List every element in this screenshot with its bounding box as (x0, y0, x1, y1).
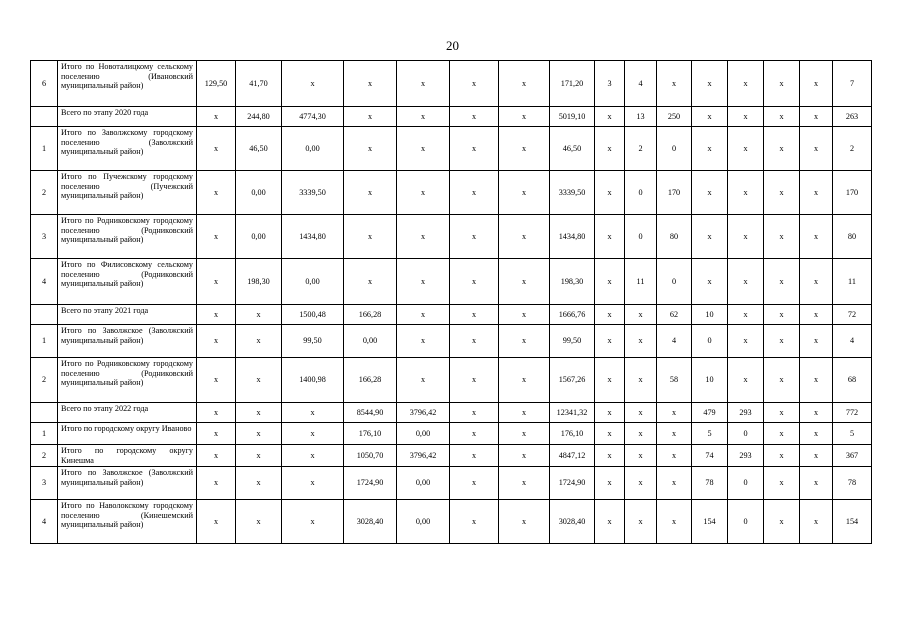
value-cell: х (764, 445, 800, 467)
value-cell: 0,00 (397, 467, 450, 500)
value-cell: х (499, 423, 550, 445)
value-cell: х (397, 127, 450, 171)
value-cell: х (499, 215, 550, 259)
value-cell: х (595, 325, 625, 358)
value-cell: х (728, 259, 764, 305)
value-cell: х (197, 107, 236, 127)
value-cell: х (595, 107, 625, 127)
value-cell: 0 (625, 215, 657, 259)
value-cell: х (657, 61, 692, 107)
value-cell: х (236, 467, 282, 500)
value-cell: 293 (728, 445, 764, 467)
value-cell: х (692, 259, 728, 305)
value-cell: х (800, 215, 833, 259)
value-cell: 170 (657, 171, 692, 215)
row-number-cell: 2 (31, 445, 58, 467)
value-cell: 99,50 (550, 325, 595, 358)
value-cell: 74 (692, 445, 728, 467)
row-name-cell: Итого по городскому округу Кинешма (58, 445, 197, 467)
row-name-cell: Итого по Родниковскому городскому поселению (Родниковский муниципальный район) (58, 358, 197, 403)
value-cell: х (800, 358, 833, 403)
value-cell: х (595, 171, 625, 215)
value-cell: х (344, 171, 397, 215)
row-number-cell: 3 (31, 467, 58, 500)
row-name-cell: Итого по Родниковскому городскому поселению (Родниковский муниципальный район) (58, 215, 197, 259)
value-cell: 154 (833, 500, 872, 544)
value-cell: х (450, 445, 499, 467)
value-cell: х (450, 215, 499, 259)
row-number-cell: 4 (31, 500, 58, 544)
value-cell: х (499, 259, 550, 305)
value-cell: х (728, 305, 764, 325)
table-row (31, 215, 872, 259)
value-cell: 166,28 (344, 358, 397, 403)
value-cell: х (282, 61, 344, 107)
value-cell: 62 (657, 305, 692, 325)
value-cell: 2 (625, 127, 657, 171)
value-cell: х (657, 423, 692, 445)
value-cell: 3028,40 (550, 500, 595, 544)
value-cell: х (236, 305, 282, 325)
value-cell: 0 (625, 171, 657, 215)
value-cell: х (595, 403, 625, 423)
value-cell: х (764, 305, 800, 325)
value-cell: х (764, 215, 800, 259)
value-cell: х (728, 215, 764, 259)
value-cell: 0,00 (344, 325, 397, 358)
value-cell: 68 (833, 358, 872, 403)
value-cell: х (344, 107, 397, 127)
row-number-cell: 1 (31, 423, 58, 445)
value-cell: 198,30 (236, 259, 282, 305)
value-cell: 8544,90 (344, 403, 397, 423)
row-name-cell: Итого по городскому округу Иваново (58, 423, 197, 445)
value-cell: х (625, 500, 657, 544)
value-cell: 166,28 (344, 305, 397, 325)
value-cell: х (450, 171, 499, 215)
value-cell: 0 (692, 325, 728, 358)
value-cell: 1434,80 (282, 215, 344, 259)
row-number-cell (31, 403, 58, 423)
value-cell: х (800, 467, 833, 500)
value-cell: х (236, 500, 282, 544)
value-cell: 7 (833, 61, 872, 107)
row-name-cell: Итого по Заволжское (Заволжский муниципальный район) (58, 325, 197, 358)
value-cell: х (800, 500, 833, 544)
value-cell: х (450, 325, 499, 358)
value-cell: 2 (833, 127, 872, 171)
value-cell: х (236, 445, 282, 467)
table-body (31, 61, 872, 544)
value-cell: х (595, 445, 625, 467)
value-cell: х (764, 500, 800, 544)
value-cell: х (236, 403, 282, 423)
table-row (31, 445, 872, 467)
row-name-cell: Итого по Новоталицкому сельскому поселению (Ивановский муниципальный район) (58, 61, 197, 107)
row-number-cell: 2 (31, 358, 58, 403)
value-cell: х (499, 358, 550, 403)
value-cell: х (625, 403, 657, 423)
value-cell: х (344, 61, 397, 107)
value-cell: х (728, 107, 764, 127)
value-cell: х (282, 500, 344, 544)
value-cell: 1724,90 (344, 467, 397, 500)
value-cell: х (800, 171, 833, 215)
row-number-cell: 4 (31, 259, 58, 305)
value-cell: 46,50 (236, 127, 282, 171)
value-cell: х (625, 445, 657, 467)
value-cell: х (764, 259, 800, 305)
row-number-cell (31, 107, 58, 127)
value-cell: 244,80 (236, 107, 282, 127)
value-cell: 11 (833, 259, 872, 305)
value-cell: х (595, 358, 625, 403)
table-row (31, 467, 872, 500)
value-cell: 0,00 (397, 500, 450, 544)
value-cell: х (764, 127, 800, 171)
value-cell: 250 (657, 107, 692, 127)
value-cell: 4 (657, 325, 692, 358)
value-cell: х (595, 467, 625, 500)
value-cell: х (397, 325, 450, 358)
value-cell: 170 (833, 171, 872, 215)
value-cell: 176,10 (550, 423, 595, 445)
value-cell: х (282, 423, 344, 445)
page-number: 20 (446, 38, 459, 53)
value-cell: х (764, 467, 800, 500)
row-name-cell: Всего по этапу 2020 года (58, 107, 197, 127)
value-cell: 78 (692, 467, 728, 500)
value-cell: х (450, 358, 499, 403)
value-cell: х (800, 259, 833, 305)
value-cell: 1666,76 (550, 305, 595, 325)
row-name-cell: Итого по Филисовскому сельскому поселению (Родниковский муниципальный район) (58, 259, 197, 305)
value-cell: 3796,42 (397, 445, 450, 467)
table-row (31, 423, 872, 445)
value-cell: х (764, 107, 800, 127)
value-cell: 41,70 (236, 61, 282, 107)
value-cell: х (499, 403, 550, 423)
value-cell: 3 (595, 61, 625, 107)
value-cell: 12341,32 (550, 403, 595, 423)
value-cell: 367 (833, 445, 872, 467)
value-cell: 5 (692, 423, 728, 445)
row-number-cell (31, 305, 58, 325)
row-number-cell: 2 (31, 171, 58, 215)
value-cell: х (595, 500, 625, 544)
value-cell: х (728, 325, 764, 358)
value-cell: х (344, 127, 397, 171)
value-cell: 78 (833, 467, 872, 500)
value-cell: х (595, 305, 625, 325)
value-cell: 13 (625, 107, 657, 127)
value-cell: 58 (657, 358, 692, 403)
value-cell: х (764, 61, 800, 107)
table-row (31, 127, 872, 171)
value-cell: х (197, 171, 236, 215)
value-cell: 3796,42 (397, 403, 450, 423)
value-cell: х (197, 423, 236, 445)
value-cell: 772 (833, 403, 872, 423)
value-cell: х (800, 61, 833, 107)
value-cell: х (397, 259, 450, 305)
value-cell: 0,00 (236, 171, 282, 215)
value-cell: 1400,98 (282, 358, 344, 403)
value-cell: 4774,30 (282, 107, 344, 127)
value-cell: х (197, 127, 236, 171)
value-cell: х (595, 259, 625, 305)
value-cell: 1434,80 (550, 215, 595, 259)
value-cell: х (450, 305, 499, 325)
value-cell: х (657, 403, 692, 423)
value-cell: х (692, 107, 728, 127)
value-cell: 3339,50 (550, 171, 595, 215)
value-cell: 293 (728, 403, 764, 423)
value-cell: х (595, 215, 625, 259)
value-cell: х (236, 325, 282, 358)
value-cell: 5 (833, 423, 872, 445)
value-cell: 0 (657, 127, 692, 171)
value-cell: 3028,40 (344, 500, 397, 544)
value-cell: х (344, 259, 397, 305)
value-cell: х (764, 423, 800, 445)
value-cell: х (625, 467, 657, 500)
row-number-cell: 1 (31, 127, 58, 171)
value-cell: 3339,50 (282, 171, 344, 215)
value-cell: 0 (657, 259, 692, 305)
value-cell: х (657, 500, 692, 544)
row-name-cell: Итого по Заволжское (Заволжский муниципальный район) (58, 467, 197, 500)
value-cell: х (657, 445, 692, 467)
value-cell: х (595, 127, 625, 171)
value-cell: х (499, 467, 550, 500)
value-cell: х (692, 61, 728, 107)
value-cell: х (236, 358, 282, 403)
value-cell: 0,00 (282, 127, 344, 171)
value-cell: х (282, 467, 344, 500)
table-total-row (31, 403, 872, 423)
table-total-row (31, 305, 872, 325)
value-cell: 176,10 (344, 423, 397, 445)
value-cell: х (764, 171, 800, 215)
value-cell: 0,00 (397, 423, 450, 445)
value-cell: х (397, 107, 450, 127)
value-cell: х (499, 500, 550, 544)
value-cell: х (450, 403, 499, 423)
value-cell: 0,00 (282, 259, 344, 305)
value-cell: 171,20 (550, 61, 595, 107)
row-number-cell: 1 (31, 325, 58, 358)
value-cell: х (282, 445, 344, 467)
value-cell: х (397, 358, 450, 403)
value-cell: х (764, 325, 800, 358)
value-cell: х (450, 107, 499, 127)
value-cell: х (197, 500, 236, 544)
value-cell: х (728, 61, 764, 107)
value-cell: 80 (833, 215, 872, 259)
value-cell: 10 (692, 358, 728, 403)
value-cell: х (764, 358, 800, 403)
value-cell: 10 (692, 305, 728, 325)
row-name-cell: Всего по этапу 2022 года (58, 403, 197, 423)
value-cell: х (450, 467, 499, 500)
value-cell: х (692, 171, 728, 215)
value-cell: х (197, 445, 236, 467)
value-cell: х (499, 127, 550, 171)
value-cell: х (625, 358, 657, 403)
value-cell: х (197, 215, 236, 259)
value-cell: 4 (625, 61, 657, 107)
value-cell: 0 (728, 423, 764, 445)
value-cell: х (800, 305, 833, 325)
value-cell: х (625, 305, 657, 325)
value-cell: х (397, 171, 450, 215)
value-cell: 0,00 (236, 215, 282, 259)
value-cell: 198,30 (550, 259, 595, 305)
value-cell: х (197, 259, 236, 305)
table-row (31, 171, 872, 215)
value-cell: х (499, 305, 550, 325)
value-cell: х (450, 423, 499, 445)
value-cell: х (764, 403, 800, 423)
value-cell: х (800, 107, 833, 127)
row-number-cell: 6 (31, 61, 58, 107)
value-cell: х (499, 325, 550, 358)
value-cell: х (625, 325, 657, 358)
table-row (31, 358, 872, 403)
value-cell: х (499, 445, 550, 467)
value-cell: х (450, 500, 499, 544)
value-cell: х (728, 171, 764, 215)
value-cell: х (595, 423, 625, 445)
table-row (31, 259, 872, 305)
value-cell: х (450, 127, 499, 171)
value-cell: х (692, 127, 728, 171)
value-cell: х (397, 61, 450, 107)
row-name-cell: Итого по Заволжскому городскому поселению (Заволжский муниципальный район) (58, 127, 197, 171)
value-cell: 0 (728, 500, 764, 544)
value-cell: х (625, 423, 657, 445)
value-cell: х (397, 305, 450, 325)
table-row (31, 325, 872, 358)
value-cell: х (397, 215, 450, 259)
value-cell: 80 (657, 215, 692, 259)
value-cell: х (282, 403, 344, 423)
value-cell: 1500,48 (282, 305, 344, 325)
data-table (30, 60, 872, 544)
value-cell: 129,50 (197, 61, 236, 107)
value-cell: 4 (833, 325, 872, 358)
value-cell: 46,50 (550, 127, 595, 171)
value-cell: 5019,10 (550, 107, 595, 127)
value-cell: х (450, 61, 499, 107)
table-total-row (31, 107, 872, 127)
value-cell: 263 (833, 107, 872, 127)
row-name-cell: Всего по этапу 2021 года (58, 305, 197, 325)
table-row (31, 500, 872, 544)
value-cell: х (197, 305, 236, 325)
value-cell: 1724,90 (550, 467, 595, 500)
value-cell: 1567,26 (550, 358, 595, 403)
value-cell: 154 (692, 500, 728, 544)
value-cell: х (800, 403, 833, 423)
value-cell: х (499, 61, 550, 107)
value-cell: 11 (625, 259, 657, 305)
value-cell: х (728, 127, 764, 171)
value-cell: х (728, 358, 764, 403)
value-cell: х (197, 325, 236, 358)
value-cell: х (499, 171, 550, 215)
value-cell: х (800, 423, 833, 445)
value-cell: х (499, 107, 550, 127)
value-cell: 4847,12 (550, 445, 595, 467)
value-cell: 0 (728, 467, 764, 500)
value-cell: 72 (833, 305, 872, 325)
row-name-cell: Итого по Наволокскому городскому поселению (Кинешемский муниципальный район) (58, 500, 197, 544)
table-row (31, 61, 872, 107)
value-cell: х (800, 325, 833, 358)
value-cell: х (236, 423, 282, 445)
value-cell: х (344, 215, 397, 259)
value-cell: х (800, 127, 833, 171)
value-cell: х (657, 467, 692, 500)
row-number-cell: 3 (31, 215, 58, 259)
value-cell: х (197, 403, 236, 423)
value-cell: х (197, 467, 236, 500)
value-cell: х (692, 215, 728, 259)
row-name-cell: Итого по Пучежскому городскому поселению (Пучежский муниципальный район) (58, 171, 197, 215)
value-cell: х (197, 358, 236, 403)
value-cell: 479 (692, 403, 728, 423)
value-cell: х (450, 259, 499, 305)
value-cell: 99,50 (282, 325, 344, 358)
value-cell: 1050,70 (344, 445, 397, 467)
value-cell: х (800, 445, 833, 467)
